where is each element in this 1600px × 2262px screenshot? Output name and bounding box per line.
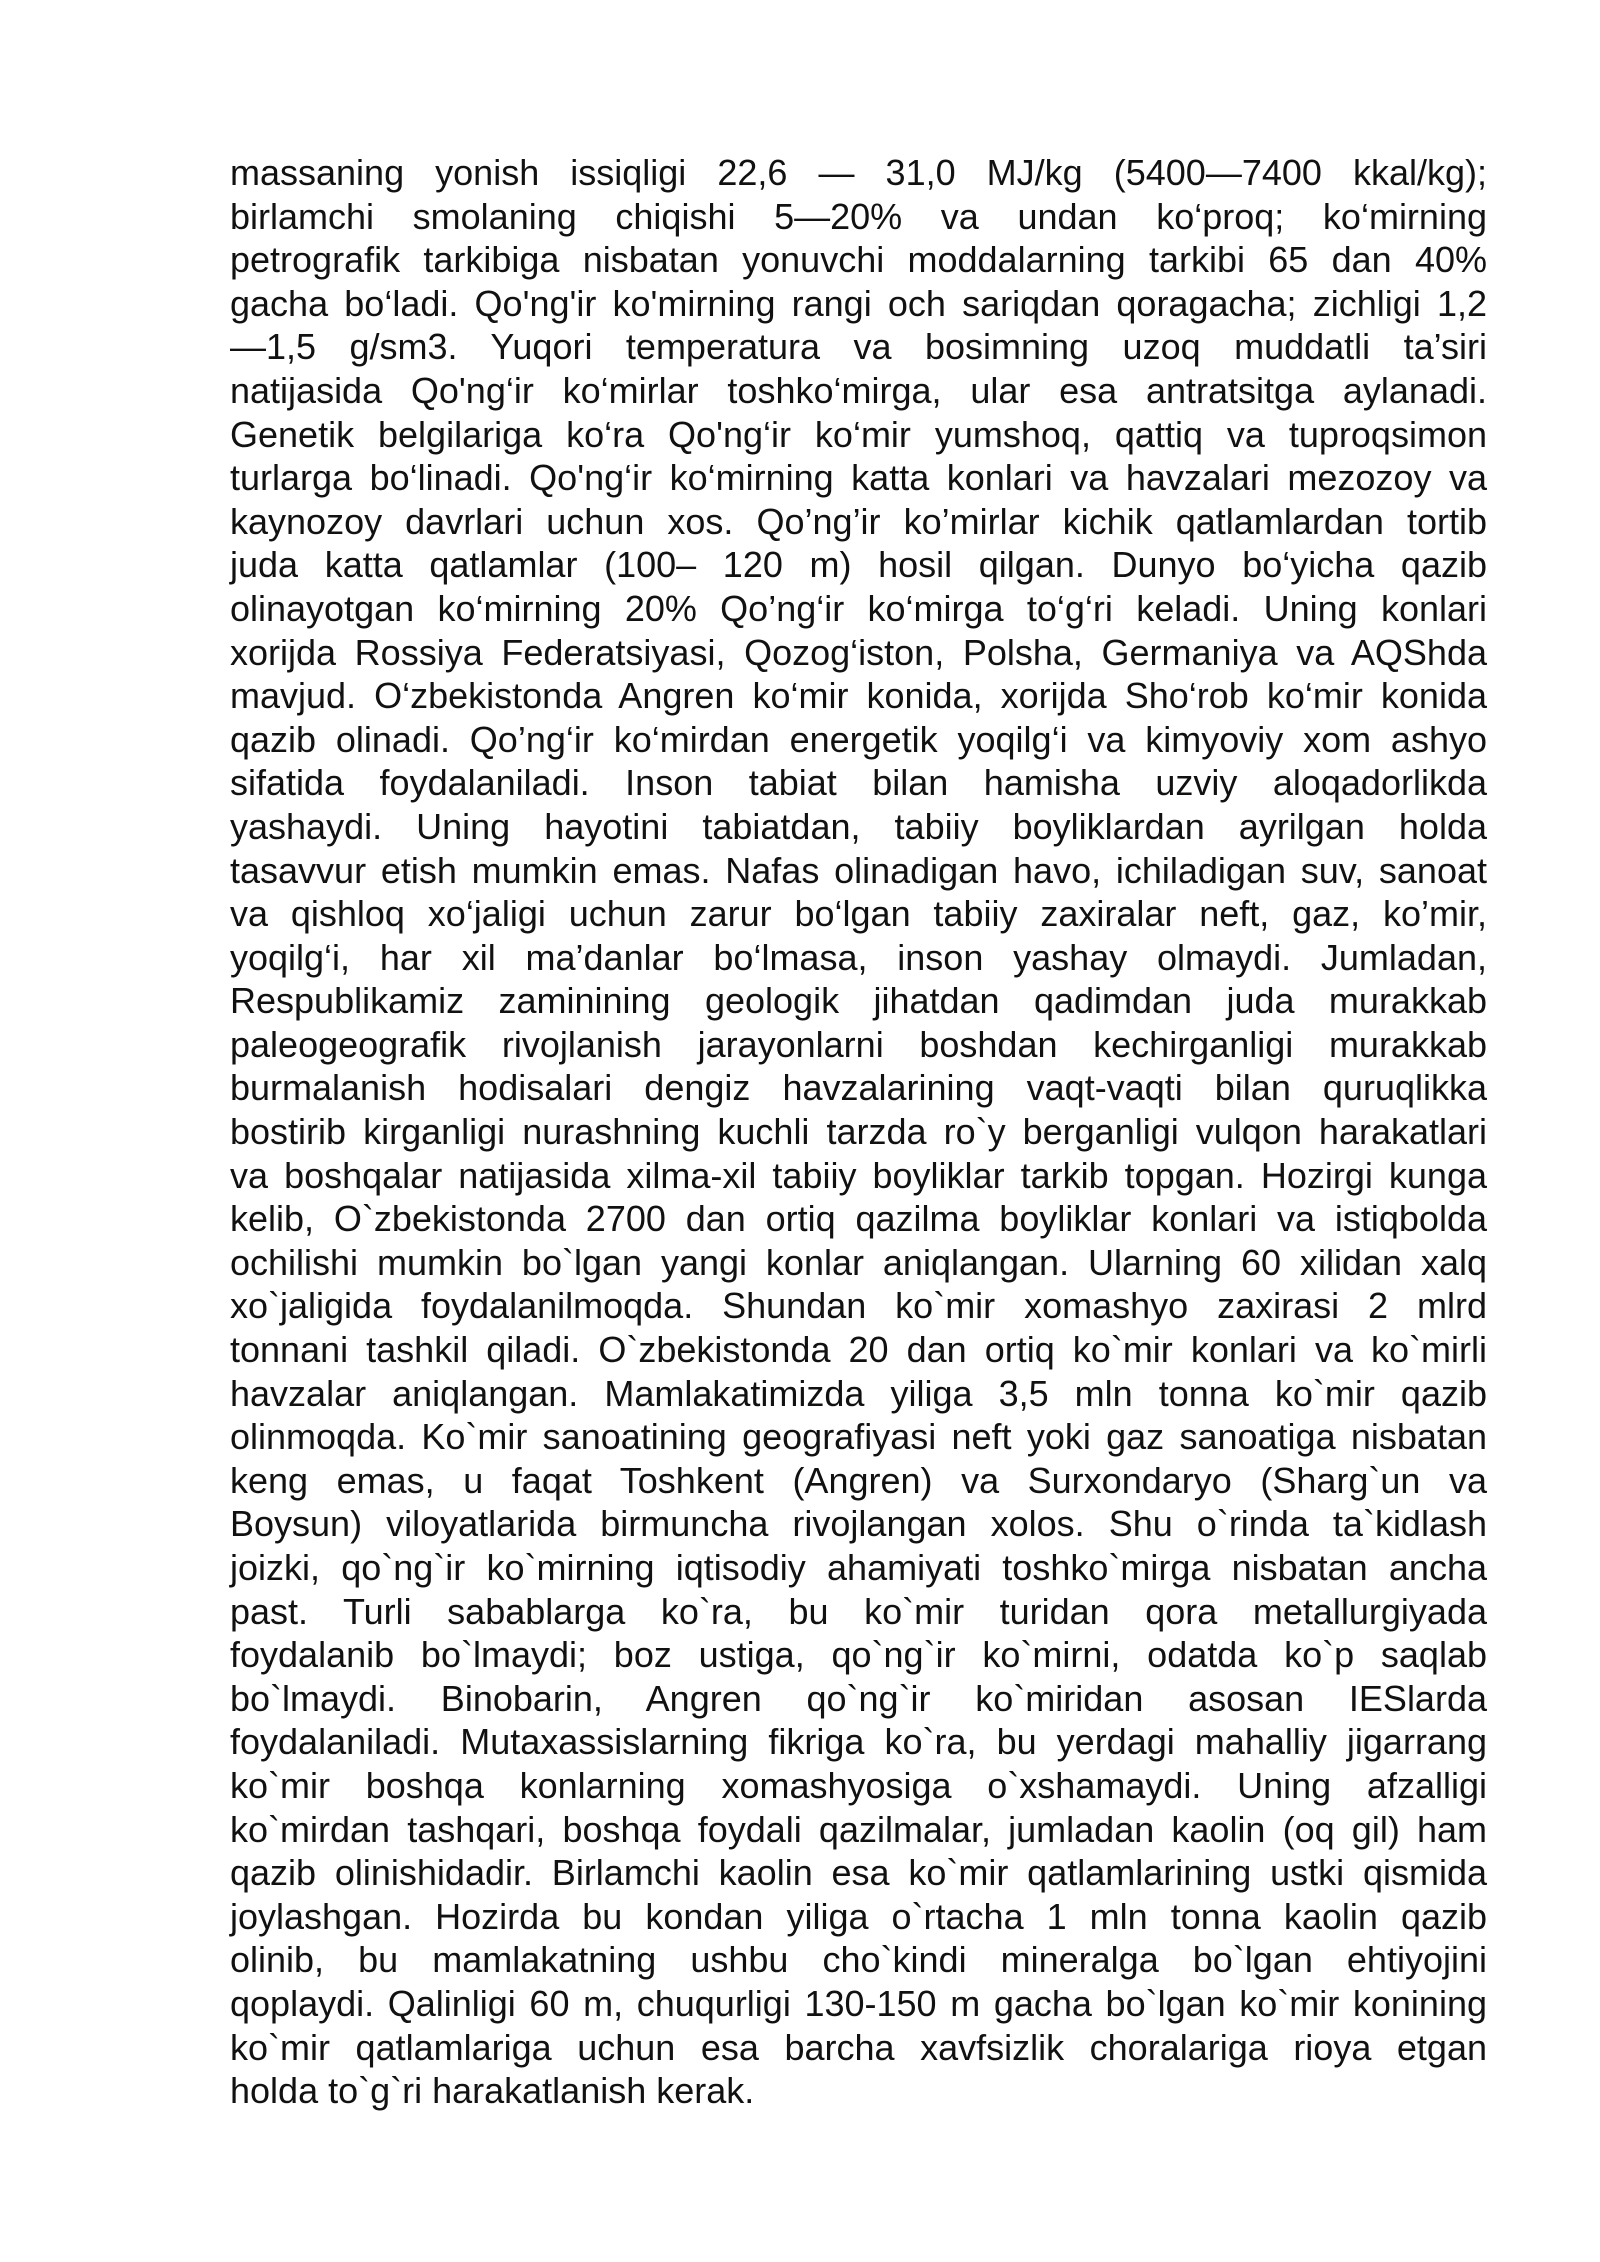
text-line: Respublikamiz zaminining geologik jihatdan qadimdan juda murakkab bbox=[230, 980, 1487, 1022]
text-line: yashaydi. Uning hayotini tabiatdan, tabiiy boyliklardan ayrilgan holda bbox=[230, 805, 1487, 847]
text-line: yoqilg‘i, har xil ma’danlar bo‘lmasa, inson yashay olmaydi. Jumladan, bbox=[230, 936, 1487, 978]
text-line: tonnani tashkil qiladi. O`zbekistonda 20 dan ortiq ko`mir konlari va ko`mirli bbox=[230, 1329, 1487, 1371]
text-line: ko`mir qatlamlariga uchun esa barcha xavfsizlik choralariga rioya etgan bbox=[230, 2026, 1487, 2068]
text-line: havzalar aniqlangan. Mamlakatimizda yiliga 3,5 mln tonna ko`mir qazib bbox=[230, 1372, 1487, 1414]
text-line: qazib olinishidadir. Birlamchi kaolin esa ko`mir qatlamlarining ustki qismida bbox=[230, 1852, 1487, 1894]
body-text bbox=[230, 151, 1487, 2113]
text-line: olinib, bu mamlakatning ushbu cho`kindi mineralga bo`lgan ehtiyojini bbox=[230, 1939, 1487, 1981]
text-line: ochilishi mumkin bo`lgan yangi konlar aniqlangan. Ularning 60 xilidan xalq bbox=[230, 1241, 1487, 1283]
text-line: ko`mir boshqa konlarning xomashyosiga o`xshamaydi. Uning afzalligi bbox=[230, 1764, 1487, 1806]
text-line: joizki, qo`ng`ir ko`mirning iqtisodiy ahamiyati toshko`mirga nisbatan ancha bbox=[230, 1547, 1487, 1588]
text-line: natijasida Qo'ng‘ir ko‘mirlar toshko‘mirga, ular esa antratsitga aylanadi. bbox=[230, 369, 1487, 411]
text-line: holda to`g`ri harakatlanish kerak. bbox=[230, 2070, 755, 2112]
text-line: petrografik tarkibiga nisbatan yonuvchi moddalarning tarkibi 65 dan 40% bbox=[230, 239, 1487, 281]
text-line: Boysun) viloyatlarida birmuncha rivojlangan xolos. Shu o`rinda ta`kidlash bbox=[230, 1503, 1487, 1545]
text-line: past. Turli sabablarga ko`ra, bu ko`mir turidan qora metallurgiyada bbox=[230, 1590, 1487, 1632]
text-line: qoplaydi. Qalinligi 60 m, chuqurligi 130-150 m gacha bo`lgan ko`mir konining bbox=[230, 1982, 1487, 2024]
text-line: burmalanish hodisalari dengiz havzalarining vaqt-vaqti bilan quruqlikka bbox=[230, 1067, 1487, 1109]
text-line: keng emas, u faqat Toshkent (Angren) va Surxondaryo (Sharg`un va bbox=[230, 1459, 1487, 1501]
text-line: sifatida foydalaniladi. Inson tabiat bilan hamisha uzviy aloqadorlikda bbox=[230, 762, 1487, 804]
text-line: —1,5 g/sm3. Yuqori temperatura va bosimning uzoq muddatli ta’siri bbox=[230, 326, 1487, 368]
text-line: Genetik belgilariga ko‘ra Qo'ng‘ir ko‘mir yumshoq, qattiq va tuproqsimon bbox=[230, 413, 1487, 455]
text-line: bostirib kirganligi nurashning kuchli tarzda ro`y berganligi vulqon harakatlari bbox=[230, 1111, 1487, 1153]
text-line: tasavvur etish mumkin emas. Nafas olinadigan havo, ichiladigan suv, sanoat bbox=[230, 849, 1487, 891]
text-line: xorijda Rossiya Federatsiyasi, Qozog‘iston, Polsha, Germaniya va AQShda bbox=[230, 631, 1487, 673]
text-line: paleogeografik rivojlanish jarayonlarni boshdan kechirganligi murakkab bbox=[230, 1023, 1487, 1065]
text-line: olinayotgan ko‘mirning 20% Qo’ng‘ir ko‘mirga to‘g‘ri keladi. Uning konlari bbox=[230, 587, 1487, 629]
text-line: juda katta qatlamlar (100– 120 m) hosil qilgan. Dunyo bo‘yicha qazib bbox=[230, 544, 1487, 586]
text-line: va boshqalar natijasida xilma-xil tabiiy boyliklar tarkib topgan. Hozirgi kunga bbox=[230, 1154, 1487, 1196]
text-line: kaynozoy davrlari uchun xos. Qo’ng’ir ko’mirlar kichik qatlamlardan tortib bbox=[230, 500, 1487, 542]
text-line: ko`mirdan tashqari, boshqa foydali qazilmalar, jumladan kaolin (oq gil) ham bbox=[230, 1808, 1487, 1850]
text-line: kelib, O`zbekistonda 2700 dan ortiq qazilma boyliklar konlari va istiqbolda bbox=[230, 1198, 1487, 1240]
text-line: olinmoqda. Ko`mir sanoatining geografiyasi neft yoki gaz sanoatiga nisbatan bbox=[230, 1416, 1487, 1458]
text-line: va qishloq xo‘jaligi uchun zarur bo‘lgan tabiiy zaxiralar neft, gaz, ko’mir, bbox=[230, 893, 1487, 935]
text-line: gacha bo‘ladi. Qo'ng'ir ko'mirning rangi och sariqdan qoragacha; zichligi 1,2 bbox=[230, 282, 1487, 324]
text-line: qazib olinadi. Qo’ng‘ir ko‘mirdan energetik yoqilg‘i va kimyoviy xom ashyo bbox=[230, 718, 1487, 760]
text-line: joylashgan. Hozirda bu kondan yiliga o`rtacha 1 mln tonna kaolin qazib bbox=[230, 1895, 1487, 1937]
text-line: massaning yonish issiqligi 22,6 — 31,0 MJ/kg (5400—7400 kkal/kg); bbox=[230, 152, 1487, 193]
text-line: birlamchi smolaning chiqishi 5—20% va undan ko‘proq; ko‘mirning bbox=[230, 195, 1487, 237]
text-line: bo`lmaydi. Binobarin, Angren qo`ng`ir ko`miridan asosan IESlarda bbox=[230, 1677, 1487, 1719]
text-line: foydalanib bo`lmaydi; boz ustiga, qo`ng`ir ko`mirni, odatda ko`p saqlab bbox=[230, 1634, 1487, 1676]
text-line: mavjud. O‘zbekistonda Angren ko‘mir konida, xorijda Sho‘rob ko‘mir konida bbox=[230, 675, 1487, 717]
text-line: turlarga bo‘linadi. Qo'ng‘ir ko‘mirning katta konlari va havzalari mezozoy va bbox=[230, 457, 1487, 499]
text-line: foydalaniladi. Mutaxassislarning fikriga ko`ra, bu yerdagi mahalliy jigarrang bbox=[230, 1721, 1487, 1763]
text-line: xo`jaligida foydalanilmoqda. Shundan ko`mir xomashyo zaxirasi 2 mlrd bbox=[230, 1285, 1487, 1327]
